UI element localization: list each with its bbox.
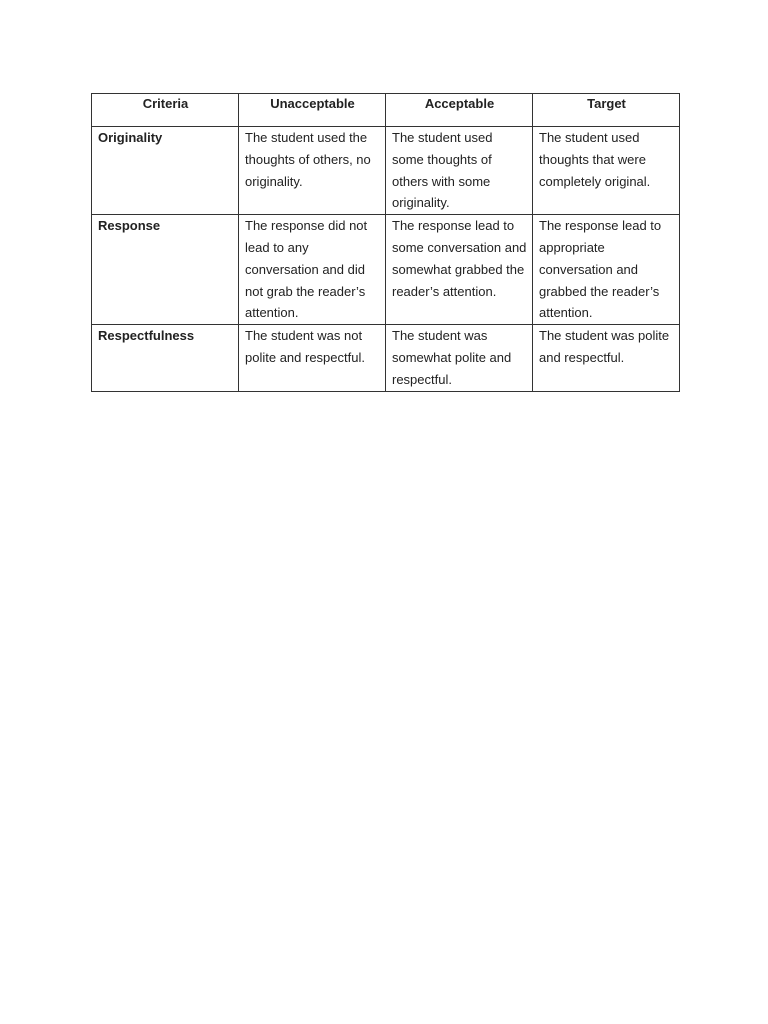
cell-acceptable: The response lead to some conversation and somewhat grabbed the reader’s attention. <box>386 215 533 325</box>
cell-acceptable: The student used some thoughts of others with some originality. <box>386 127 533 215</box>
table-row <box>92 127 680 215</box>
cell-unacceptable: The response did not lead to any conversation and did not grab the reader’s attention. <box>239 215 386 325</box>
table-row <box>92 325 680 391</box>
cell-target: The response lead to appropriate conversation and grabbed the reader’s attention. <box>533 215 680 325</box>
criterion-response: Response <box>92 215 239 325</box>
cell-unacceptable: The student used the thoughts of others, no originality. <box>239 127 386 215</box>
table-row <box>92 215 680 325</box>
criterion-originality: Originality <box>92 127 239 215</box>
cell-target: The student used thoughts that were completely original. <box>533 127 680 215</box>
criterion-respectfulness: Respectfulness <box>92 325 239 391</box>
cell-acceptable: The student was somewhat polite and respectful. <box>386 325 533 391</box>
header-target: Target <box>533 94 680 127</box>
rubric-table <box>91 93 680 392</box>
header-acceptable: Acceptable <box>386 94 533 127</box>
header-criteria: Criteria <box>92 94 239 127</box>
header-row <box>92 94 680 127</box>
rubric-body <box>92 127 680 392</box>
cell-unacceptable: The student was not polite and respectful. <box>239 325 386 391</box>
rubric-header <box>92 94 680 127</box>
cell-target: The student was polite and respectful. <box>533 325 680 391</box>
header-unacceptable: Unacceptable <box>239 94 386 127</box>
